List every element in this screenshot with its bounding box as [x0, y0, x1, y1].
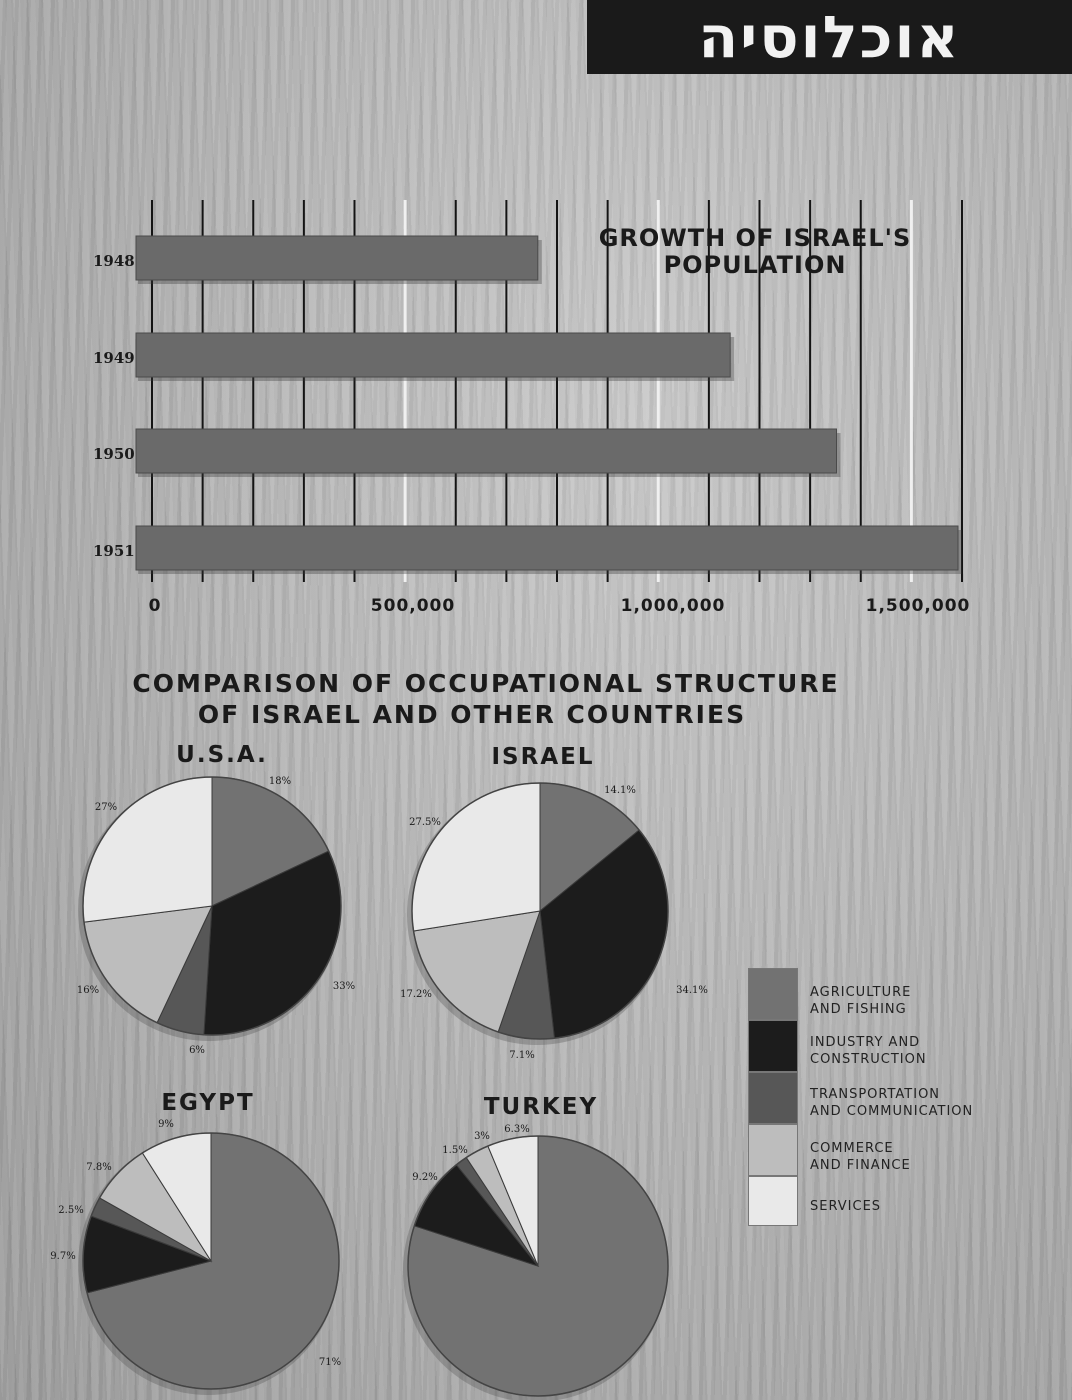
- year-label: 1949: [93, 349, 135, 367]
- pie-title: U.S.A.: [176, 742, 268, 768]
- pie-percent-label: 14.1%: [604, 785, 636, 796]
- legend-label: COMMERCE AND FINANCE: [810, 1141, 911, 1173]
- year-label: 1951: [93, 542, 135, 560]
- hebrew-title: אוכלוסיה: [698, 3, 961, 71]
- pie-percent-label: 9%: [158, 1119, 174, 1130]
- legend-swatch: [748, 1124, 798, 1176]
- pie-percent-label: 34.1%: [676, 985, 708, 996]
- pie-slice: [83, 777, 212, 922]
- x-tick-label: 1,500,000: [865, 596, 971, 616]
- pie-percent-label: 16%: [76, 985, 100, 996]
- pie-percent-label: 1.5%: [442, 1145, 468, 1156]
- year-label: 1950: [93, 445, 135, 463]
- pie-percent-label: 17.2%: [400, 989, 432, 1000]
- legend-swatch: [748, 968, 798, 1020]
- pie-percent-label: 9.2%: [412, 1172, 438, 1183]
- legend-swatch: [748, 1176, 798, 1226]
- pie-percent-label: 27.5%: [409, 817, 441, 828]
- x-tick-label: 1,000,000: [620, 596, 726, 616]
- pie-percent-label: 27%: [94, 802, 118, 813]
- pie-percent-label: 2.5%: [58, 1205, 84, 1216]
- pie-percent-label: 3%: [474, 1131, 490, 1142]
- year-label: 1948: [93, 252, 135, 270]
- pie-percent-label: 7.8%: [86, 1162, 112, 1173]
- pie-slice: [412, 783, 540, 931]
- legend-label: TRANSPORTATION AND COMMUNICATION: [810, 1087, 974, 1119]
- x-tick-label: 500,000: [370, 596, 456, 616]
- pie-percent-label: 71%: [318, 1357, 342, 1368]
- pie-percent-label: 7.1%: [509, 1050, 535, 1061]
- pie-title: TURKEY: [483, 1094, 599, 1120]
- legend-swatch: [748, 1072, 798, 1124]
- legend-label: AGRICULTURE AND FISHING: [810, 985, 912, 1017]
- x-tick-label: 0: [148, 596, 162, 616]
- pie-title: ISRAEL: [491, 744, 595, 770]
- pie-percent-label: 18%: [268, 776, 292, 787]
- pie-percent-label: 9.7%: [50, 1251, 76, 1262]
- legend-label: SERVICES: [810, 1199, 882, 1214]
- bar-chart-title: GROWTH OF ISRAEL'S POPULATION: [598, 224, 912, 279]
- pie-percent-label: 6.3%: [504, 1124, 530, 1135]
- legend-swatch: [748, 1020, 798, 1072]
- pie-group-title: COMPARISON OF OCCUPATIONAL STRUCTURE OF ISRAEL AND OTHER COUNTRIES: [132, 669, 840, 729]
- pie-percent-label: 6%: [189, 1045, 205, 1056]
- pie-title: EGYPT: [161, 1090, 255, 1116]
- pie-percent-label: 33%: [332, 981, 356, 992]
- legend-label: INDUSTRY AND CONSTRUCTION: [810, 1035, 927, 1067]
